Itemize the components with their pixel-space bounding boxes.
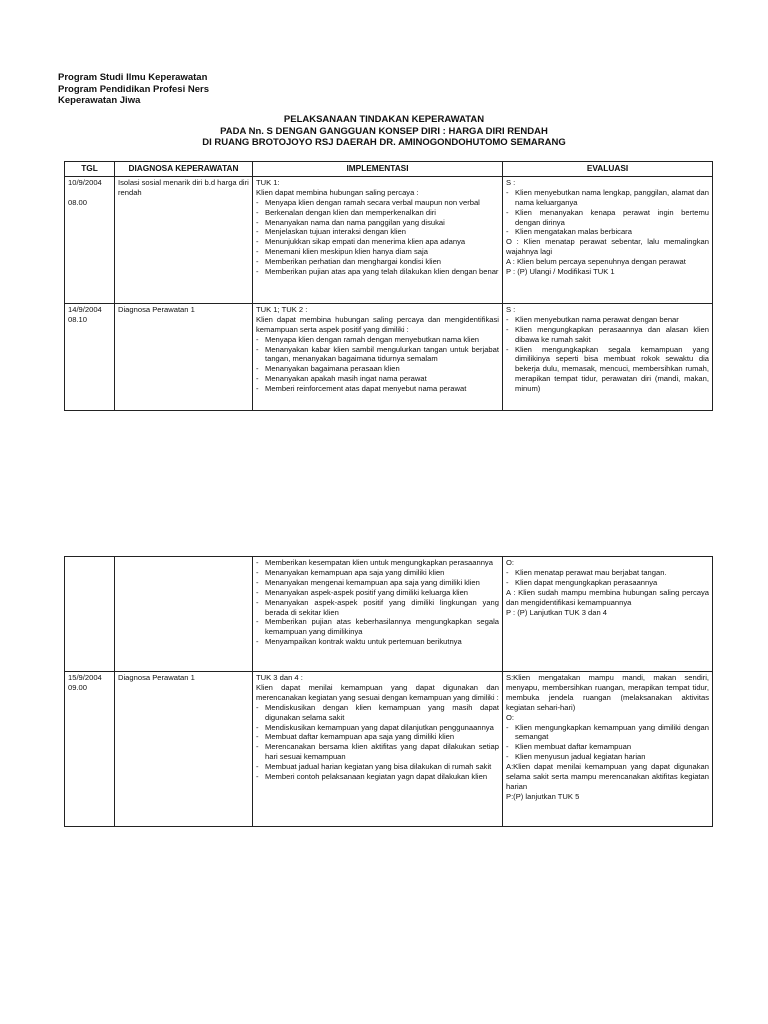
- list-item: - Menyapa klien dengan ramah dengan menyebutkan nama klien: [256, 335, 499, 345]
- evaluasi-list: [506, 188, 709, 238]
- header-implementasi: IMPLEMENTASI: [253, 162, 503, 177]
- list-item: - Klien dapat mengungkapkan perasaannya: [506, 578, 709, 588]
- implementasi-intro: TUK 1; TUK 2 :: [256, 304, 308, 314]
- implementasi-list: [256, 335, 499, 394]
- diagnosa-text: Diagnosa Perawatan 1: [118, 304, 195, 314]
- evaluasi-list: [506, 315, 709, 394]
- header-line-jiwa: Keperawatan Jiwa: [58, 95, 141, 106]
- list-item: - Klien mengungkapkan kemampuan yang dimiliki dengan semangat: [506, 723, 709, 743]
- list-item: - Menyampaikan kontrak waktu untuk pertemuan berikutnya: [256, 637, 499, 647]
- table-row: [65, 303, 713, 410]
- evaluasi-line: O : Klien menatap perawat sebentar, lalu memalingkan wajahnya lagi: [506, 237, 709, 257]
- table-row: [65, 557, 713, 672]
- list-item: - Klien menyebutkan nama lengkap, panggilan, alamat dan nama keluarganya: [506, 188, 709, 208]
- tgl-text: 14/9/2004 08.10: [68, 304, 102, 324]
- header-tgl: TGL: [65, 162, 115, 177]
- list-item: - Berkenalan dengan klien dan memperkenalkan diri: [256, 208, 499, 218]
- list-item: - Menjelaskan tujuan interaksi dengan klien: [256, 227, 499, 237]
- list-item: - Menanyakan apakah masih ingat nama perawat: [256, 374, 499, 384]
- list-item: - Menanyakan aspek-aspek positif yang dimiliki lingkungan yang berada di sekitar klien: [256, 598, 499, 618]
- list-item: - Menunjukkan sikap empati dan menerima klien apa adanya: [256, 237, 499, 247]
- list-item: - Memberikan pujian atas apa yang telah dilakukan klien dengan benar: [256, 267, 499, 277]
- evaluasi-list: [506, 568, 709, 588]
- implementasi-intro: Klien dapat menilai kemampuan yang dapat digunakan dan merencanakan kegiatan yang sesuai dengan kemampuan yang dimiliki :: [256, 682, 499, 702]
- cell-diagnosa: [115, 672, 253, 827]
- cell-evaluasi: [503, 176, 713, 303]
- list-item: - Menanyakan nama dan nama panggilan yang disukai: [256, 218, 499, 228]
- evaluasi-heading: O:: [506, 558, 515, 567]
- cell-evaluasi: [503, 672, 713, 827]
- evaluasi-line: P : (P) Ulangi / Modifikasi TUK 1: [506, 267, 615, 277]
- list-item: - Memberi contoh pelaksanaan kegiatan yagn dapat dilakukan klien: [256, 772, 499, 782]
- evaluasi-line: A : Klien belum percaya sepenuhnya dengan perawat: [506, 257, 686, 267]
- table-header-row: [65, 162, 713, 177]
- list-item: - Memberikan kesempatan klien untuk mengungkapkan perasaannya: [256, 558, 499, 568]
- cell-evaluasi: [503, 557, 713, 672]
- evaluasi-heading: O:: [506, 712, 515, 722]
- list-item: - Menanyakan aspek-aspek positif yang dimiliki keluarga klien: [256, 588, 499, 598]
- evaluasi-line: P : (P) Lanjutkan TUK 3 dan 4: [506, 607, 608, 617]
- list-item: - Merencanakan bersama klien aktifitas yang dapat dilakukan setiap hari sesuai kemampuan: [256, 742, 499, 762]
- implementasi-list: [256, 558, 499, 647]
- list-item: - Membuat daftar kemampuan apa saja yang dimiliki klien: [256, 732, 499, 742]
- evaluasi-heading: S :: [506, 304, 516, 314]
- list-item: - Klien membuat daftar kemampuan: [506, 742, 709, 752]
- list-item: - Menanyakan bagaimana perasaan klien: [256, 364, 499, 374]
- cell-tgl: [65, 672, 115, 827]
- cell-implementasi: [253, 176, 503, 303]
- implementasi-intro: Klien dapat membina hubungan saling percaya :: [256, 187, 419, 197]
- list-item: - Menanyakan mengenai kemampuan apa saja yang dimiliki klien: [256, 578, 499, 588]
- table-row: [65, 176, 713, 303]
- list-item: - Menyapa klien dengan ramah secara verbal maupun non verbal: [256, 198, 499, 208]
- nursing-table-part-1: [64, 161, 713, 411]
- document-title: [58, 114, 710, 149]
- list-item: - Klien menyebutkan nama perawat dengan benar: [506, 315, 709, 325]
- tgl-text: 15/9/2004 09.00: [68, 673, 102, 692]
- cell-tgl: [65, 176, 115, 303]
- list-item: - Klien mengatakan malas berbicara: [506, 227, 709, 237]
- list-item: - Mendiskusikan kemampuan yang dapat dilanjutkan penggunaannya: [256, 723, 499, 733]
- header-diagnosa: DIAGNOSA KEPERAWATAN: [115, 162, 253, 177]
- evaluasi-line: A : Klien sudah mampu membina hubungan saling percaya dan mengidentifikasi kemampuannya: [506, 587, 709, 607]
- cell-tgl: [65, 303, 115, 410]
- list-item: - Menanyakan kabar klien sambil mengulurkan tangan untuk berjabat tangan, menanyakan bagaimana tidurnya semalam: [256, 345, 499, 365]
- evaluasi-line: P:(P) lanjutkan TUK 5: [506, 791, 580, 801]
- cell-implementasi: [253, 303, 503, 410]
- evaluasi-list: [506, 723, 709, 763]
- tgl-text: 10/9/2004 08.00: [68, 177, 102, 207]
- header-evaluasi: EVALUASI: [503, 162, 713, 177]
- title-line-3: DI RUANG BROTOJOYO RSJ DAERAH DR. AMINOGONDOHUTOMO SEMARANG: [202, 137, 566, 148]
- list-item: - Memberikan perhatian dan menghargai kondisi klien: [256, 257, 499, 267]
- evaluasi-heading: S:Klien mengatakan mampu mandi, makan sendiri, menyapu, membersihkan ruangan, merapikan tempat tidur, membuka jendela ruangan (melaksanakan aktivitas kegiatan sehari-hari): [506, 673, 709, 712]
- cell-diagnosa: [115, 303, 253, 410]
- cell-diagnosa: [115, 176, 253, 303]
- evaluasi-line: A:Klien dapat menilai kemampuan yang dapat digunakan selama sakit serta mampu merencanakan aktifitas kegiatan harian: [506, 762, 709, 791]
- cell-evaluasi: [503, 303, 713, 410]
- diagnosa-text: Isolasi sosial menarik diri b.d harga diri rendah: [118, 177, 249, 197]
- list-item: - Klien mengungkapkan segala kemampuan yang dimilikinya seperti bisa membuat rokok sewaktu dia bekerja dulu, memasak, mencuci, membersihkan rumah, merapikan tempat tidur, perawatan diri (mandi, makan, minum): [506, 345, 709, 395]
- implementasi-intro: TUK 1:: [256, 177, 280, 187]
- implementasi-list: [256, 703, 499, 782]
- list-item: - Klien mengungkapkan perasaannya dan alasan klien dibawa ke rumah sakit: [506, 325, 709, 345]
- implementasi-intro: Klien dapat membina hubungan saling percaya dan mengidentifikasi kemampuan serta aspek positif yang dimiliki :: [256, 314, 499, 334]
- title-line-2: PADA Nn. S DENGAN GANGGUAN KONSEP DIRI : HARGA DIRI RENDAH: [220, 125, 548, 137]
- diagnosa-text: Diagnosa Perawatan 1: [118, 673, 195, 682]
- table-row: [65, 672, 713, 827]
- list-item: - Klien menatap perawat mau berjabat tangan.: [506, 568, 709, 578]
- header-line-profesi: Program Pendidikan Profesi Ners: [58, 83, 209, 95]
- implementasi-intro: TUK 3 dan 4 :: [256, 673, 303, 682]
- list-item: - Menanyakan kemampuan apa saja yang dimiliki klien: [256, 568, 499, 578]
- list-item: - Mendiskusikan dengan klien kemampuan yang masih dapat digunakan selama sakit: [256, 703, 499, 723]
- evaluasi-heading: S :: [506, 177, 516, 187]
- list-item: - Klien menanyakan kenapa perawat ingin bertemu dengan dirinya: [506, 208, 709, 228]
- cell-tgl: [65, 557, 115, 672]
- implementasi-list: [256, 198, 499, 277]
- list-item: - Membuat jadual harian kegiatan yang bisa dilakukan di rumah sakit: [256, 762, 499, 772]
- nursing-table-part-2: [64, 556, 713, 827]
- list-item: - Memberi reinforcement atas dapat menyebut nama perawat: [256, 384, 499, 394]
- list-item: - Klien menyusun jadual kegiatan harian: [506, 752, 709, 762]
- cell-implementasi: [253, 672, 503, 827]
- list-item: - Menemani klien meskipun klien hanya diam saja: [256, 247, 499, 257]
- list-item: - Memberikan pujian atas keberhasilannya mengungkapkan segala kemampuan yang dimilikinya: [256, 617, 499, 637]
- header-line-program: Program Studi Ilmu Keperawatan: [58, 72, 208, 83]
- title-line-1: PELAKSANAAN TINDAKAN KEPERAWATAN: [283, 114, 485, 125]
- document-header: [58, 72, 209, 107]
- cell-implementasi: [253, 557, 503, 672]
- cell-diagnosa: [115, 557, 253, 672]
